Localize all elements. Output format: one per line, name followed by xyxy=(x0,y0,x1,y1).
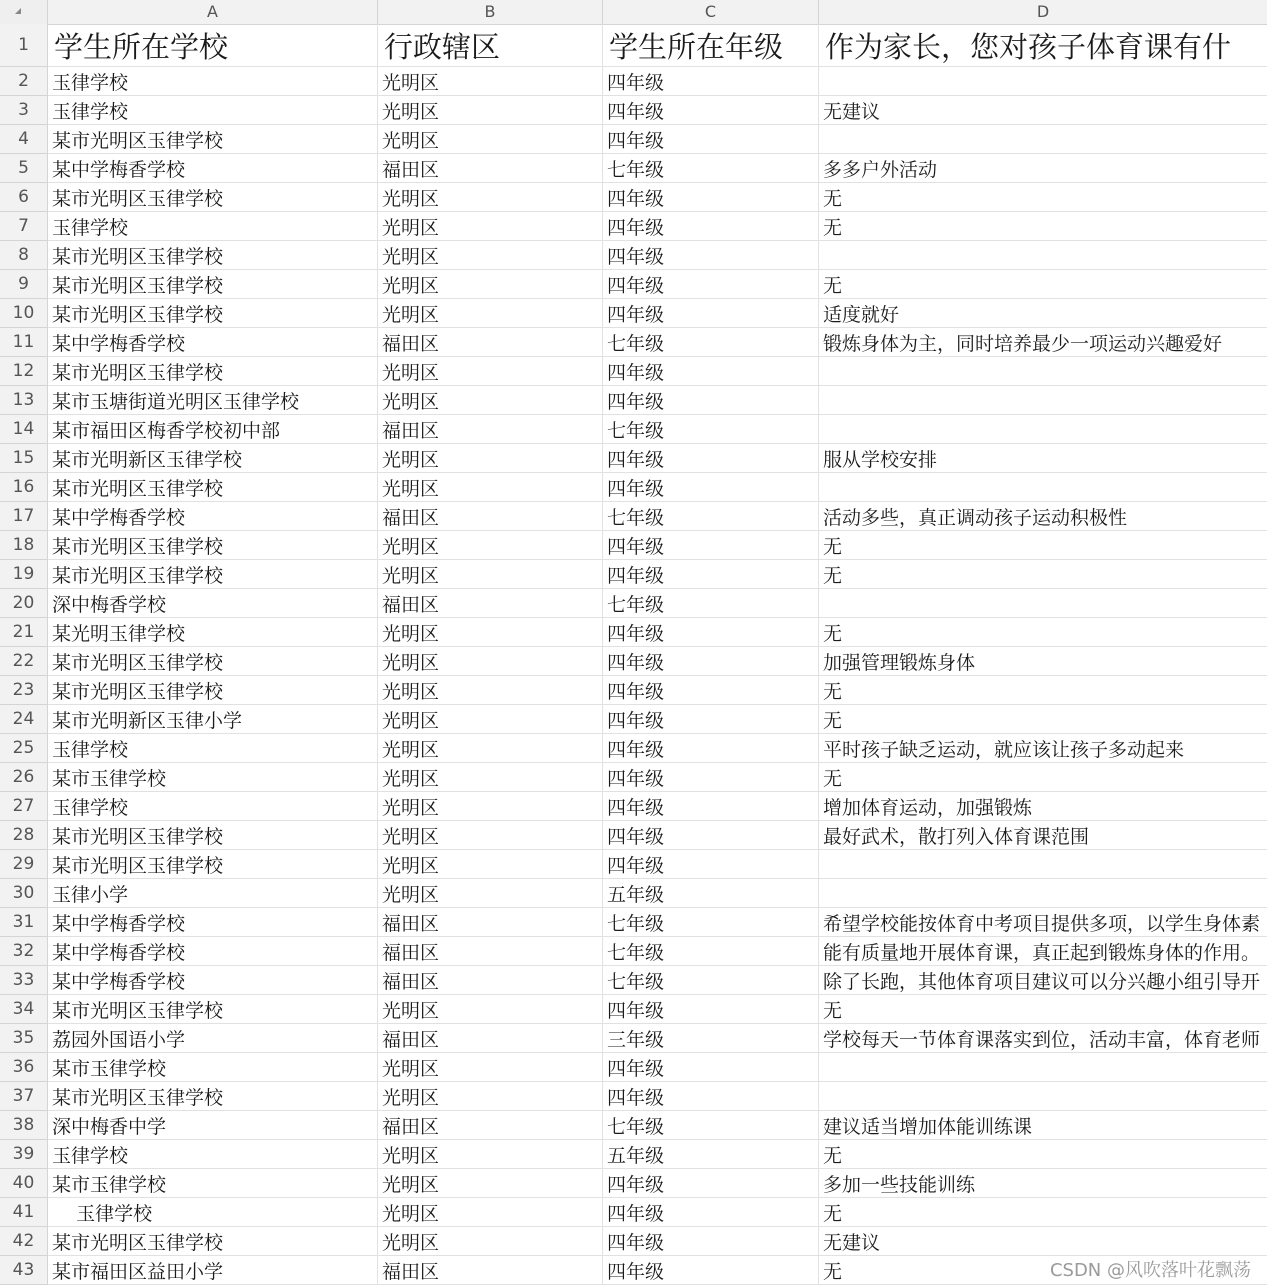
cell-school[interactable]: 某市玉律学校 xyxy=(48,763,378,791)
cell-school[interactable]: 某中学梅香学校 xyxy=(48,502,378,530)
cell-suggestion[interactable]: 无 xyxy=(823,622,843,645)
cell-suggestion[interactable]: 增加体育运动，加强锻炼 xyxy=(823,796,1033,819)
row-number[interactable]: 35 xyxy=(0,1024,48,1053)
row-number[interactable]: 22 xyxy=(0,647,48,676)
table-row xyxy=(0,212,1267,241)
cell-school[interactable]: 某市光明区玉律学校 xyxy=(48,995,378,1023)
table-row xyxy=(0,444,1267,473)
row-number[interactable]: 4 xyxy=(0,125,48,154)
cell-school[interactable]: 某市光明区玉律学校 xyxy=(48,647,378,675)
table-row xyxy=(0,183,1267,212)
table-row xyxy=(0,1198,1267,1227)
cell-school[interactable]: 玉律学校 xyxy=(48,792,378,820)
cell-district[interactable]: 光明区 xyxy=(378,705,603,733)
cell-school[interactable]: 荔园外国语小学 xyxy=(48,1024,378,1052)
cell-district[interactable]: 光明区 xyxy=(378,96,603,124)
cell-grade[interactable]: 四年级 xyxy=(603,531,819,559)
cell-suggestion[interactable]: 加强管理锻炼身体 xyxy=(823,651,976,674)
cell-grade[interactable]: 四年级 xyxy=(603,473,819,501)
table-row-header xyxy=(0,24,1267,67)
cell-school[interactable]: 某市光明新区玉律小学 xyxy=(48,705,378,733)
cell-suggestion[interactable]: 无 xyxy=(823,767,843,790)
row-number[interactable]: 43 xyxy=(0,1256,48,1285)
cell-school[interactable]: 某市玉塘街道光明区玉律学校 xyxy=(48,386,378,414)
cell-school[interactable]: 某市光明区玉律学校 xyxy=(48,125,378,153)
cell-school[interactable]: 某市玉律学校 xyxy=(48,1169,378,1197)
table-row xyxy=(0,357,1267,386)
cell-district[interactable]: 福田区 xyxy=(378,908,603,936)
cell-school[interactable]: 某市光明区玉律学校 xyxy=(48,531,378,559)
column-header-b[interactable]: B xyxy=(378,0,603,24)
cell-district[interactable]: 光明区 xyxy=(378,1198,603,1226)
cell-school[interactable]: 深中梅香学校 xyxy=(48,589,378,617)
cell-suggestion[interactable]: 锻炼身体为主，同时培养最少一项运动兴趣爱好 xyxy=(823,332,1223,355)
row-number[interactable]: 32 xyxy=(0,937,48,966)
cell-grade[interactable]: 七年级 xyxy=(603,908,819,936)
cell-district[interactable]: 光明区 xyxy=(378,850,603,878)
cell-grade[interactable]: 四年级 xyxy=(603,705,819,733)
table-row xyxy=(0,1227,1267,1256)
cell-grade[interactable]: 四年级 xyxy=(603,299,819,327)
cell-school[interactable]: 深中梅香中学 xyxy=(48,1111,378,1139)
table-row xyxy=(0,908,1267,937)
row-number[interactable]: 23 xyxy=(0,676,48,705)
cell-district[interactable]: 光明区 xyxy=(378,67,603,95)
cell-suggestion[interactable]: 无建议 xyxy=(823,100,881,123)
cell-grade[interactable]: 四年级 xyxy=(603,792,819,820)
cell-district[interactable]: 福田区 xyxy=(378,1256,603,1284)
cell-school[interactable]: 玉律学校 xyxy=(48,1140,378,1168)
cell-district[interactable]: 光明区 xyxy=(378,995,603,1023)
cell-district[interactable]: 光明区 xyxy=(378,357,603,385)
cell-suggestion[interactable]: 无 xyxy=(823,680,843,703)
cell-suggestion[interactable]: 适度就好 xyxy=(823,303,900,326)
cell-suggestion[interactable]: 希望学校能按体育中考项目提供多项，以学生身体素 xyxy=(823,912,1261,935)
row-number[interactable]: 24 xyxy=(0,705,48,734)
cell-grade[interactable]: 四年级 xyxy=(603,995,819,1023)
row-number[interactable]: 42 xyxy=(0,1227,48,1256)
cell-district[interactable]: 福田区 xyxy=(378,415,603,443)
cell-school[interactable]: 某市福田区益田小学 xyxy=(48,1256,378,1284)
table-row xyxy=(0,937,1267,966)
cell-grade[interactable]: 四年级 xyxy=(603,357,819,385)
cell-district[interactable]: 光明区 xyxy=(378,763,603,791)
cell-school[interactable]: 某中学梅香学校 xyxy=(48,154,378,182)
cell-grade[interactable]: 七年级 xyxy=(603,589,819,617)
cell-grade[interactable]: 四年级 xyxy=(603,560,819,588)
row-number[interactable]: 3 xyxy=(0,96,48,125)
cell-district[interactable]: 光明区 xyxy=(378,618,603,646)
row-number[interactable]: 36 xyxy=(0,1053,48,1082)
row-number[interactable]: 30 xyxy=(0,879,48,908)
cell-grade[interactable]: 四年级 xyxy=(603,618,819,646)
cell-district[interactable]: 福田区 xyxy=(378,966,603,994)
cell-school[interactable]: 玉律学校 xyxy=(48,67,378,95)
cell-suggestion[interactable]: 无 xyxy=(823,564,843,587)
table-row xyxy=(0,328,1267,357)
cell-school[interactable]: 玉律小学 xyxy=(48,879,378,907)
cell-school[interactable]: 玉律学校 xyxy=(48,96,378,124)
cell-district[interactable]: 光明区 xyxy=(378,1053,603,1081)
cell-suggestion[interactable] xyxy=(819,473,1267,501)
cell-school[interactable]: 某市光明区玉律学校 xyxy=(48,299,378,327)
cell-grade[interactable]: 四年级 xyxy=(603,96,819,124)
cell-grade[interactable]: 四年级 xyxy=(603,734,819,762)
table-row xyxy=(0,1053,1267,1082)
row-number[interactable]: 26 xyxy=(0,763,48,792)
select-all-triangle-icon xyxy=(15,8,21,14)
row-number[interactable]: 15 xyxy=(0,444,48,473)
cell-school[interactable]: 某市光明区玉律学校 xyxy=(48,850,378,878)
cell-suggestion[interactable] xyxy=(819,67,1267,95)
table-row xyxy=(0,792,1267,821)
column-header-bar xyxy=(0,0,1267,25)
cell-school[interactable]: 某市光明区玉律学校 xyxy=(48,357,378,385)
row-number[interactable]: 16 xyxy=(0,473,48,502)
table-row xyxy=(0,763,1267,792)
row-number[interactable]: 25 xyxy=(0,734,48,763)
table-row xyxy=(0,1169,1267,1198)
row-number[interactable]: 6 xyxy=(0,183,48,212)
table-row xyxy=(0,67,1267,96)
cell-district[interactable]: 光明区 xyxy=(378,879,603,907)
cell-suggestion[interactable]: 最好武术，散打列入体育课范围 xyxy=(823,825,1090,848)
cell-suggestion[interactable]: 除了长跑，其他体育项目建议可以分兴趣小组引导开 xyxy=(823,970,1261,993)
cell-grade[interactable]: 四年级 xyxy=(603,1256,819,1284)
table-row xyxy=(0,1111,1267,1140)
row-number[interactable]: 10 xyxy=(0,299,48,328)
cell-grade[interactable]: 四年级 xyxy=(603,1227,819,1255)
column-header-a[interactable]: A xyxy=(48,0,378,24)
row-number[interactable]: 2 xyxy=(0,67,48,96)
cell-district[interactable]: 光明区 xyxy=(378,386,603,414)
cell-suggestion[interactable]: 多多户外活动 xyxy=(823,158,938,181)
cell-grade[interactable]: 四年级 xyxy=(603,763,819,791)
table-row xyxy=(0,734,1267,763)
cell-grade[interactable]: 四年级 xyxy=(603,183,819,211)
cell-school[interactable]: 某中学梅香学校 xyxy=(48,328,378,356)
row-number[interactable]: 21 xyxy=(0,618,48,647)
cell-district[interactable]: 光明区 xyxy=(378,531,603,559)
cell-school[interactable]: 某市光明区玉律学校 xyxy=(48,241,378,269)
row-number[interactable]: 33 xyxy=(0,966,48,995)
cell-school[interactable]: 某中学梅香学校 xyxy=(48,966,378,994)
table-row xyxy=(0,589,1267,618)
table-row xyxy=(0,299,1267,328)
table-row xyxy=(0,531,1267,560)
cell-suggestion[interactable] xyxy=(819,879,1267,907)
row-number[interactable]: 14 xyxy=(0,415,48,444)
cell-suggestion[interactable]: 多加一些技能训练 xyxy=(823,1173,976,1196)
cell-district[interactable]: 光明区 xyxy=(378,792,603,820)
cell-grade[interactable]: 四年级 xyxy=(603,125,819,153)
row-number[interactable]: 29 xyxy=(0,850,48,879)
cell-grade[interactable]: 四年级 xyxy=(603,1169,819,1197)
cell-suggestion[interactable]: 无 xyxy=(823,535,843,558)
cell-grade[interactable]: 七年级 xyxy=(603,937,819,965)
cell-district[interactable]: 光明区 xyxy=(378,821,603,849)
cell-suggestion[interactable] xyxy=(819,415,1267,443)
cell-suggestion[interactable] xyxy=(819,850,1267,878)
cell-suggestion[interactable] xyxy=(819,241,1267,269)
cell-school[interactable]: 玉律学校 xyxy=(48,734,378,762)
table-row xyxy=(0,125,1267,154)
table-row xyxy=(0,473,1267,502)
cell-grade[interactable]: 七年级 xyxy=(603,154,819,182)
cell-suggestion[interactable]: 无 xyxy=(823,274,843,297)
table-row xyxy=(0,1024,1267,1053)
watermark: CSDN @风吹落叶花飘荡 xyxy=(1049,1260,1251,1281)
column-header-c[interactable]: C xyxy=(603,0,819,24)
cell-school[interactable]: 某市光明区玉律学校 xyxy=(48,676,378,704)
table-row xyxy=(0,415,1267,444)
table-row xyxy=(0,270,1267,299)
cell-grade[interactable]: 七年级 xyxy=(603,328,819,356)
cell-suggestion[interactable] xyxy=(819,386,1267,414)
cell-suggestion[interactable]: 能有质量地开展体育课，真正起到锻炼身体的作用。 xyxy=(823,941,1261,964)
table-row xyxy=(0,705,1267,734)
cell-district[interactable]: 福田区 xyxy=(378,1024,603,1052)
cell-school[interactable]: 某市光明新区玉律学校 xyxy=(48,444,378,472)
table-row xyxy=(0,676,1267,705)
row-number[interactable]: 34 xyxy=(0,995,48,1024)
cell-school[interactable]: 玉律学校 xyxy=(48,212,378,240)
cell-suggestion[interactable]: 无 xyxy=(823,216,843,239)
cell-grade[interactable]: 四年级 xyxy=(603,241,819,269)
cell-district[interactable]: 光明区 xyxy=(378,1082,603,1110)
cell-suggestion[interactable]: 服从学校安排 xyxy=(823,448,938,471)
row-number[interactable]: 7 xyxy=(0,212,48,241)
cell-district[interactable]: 福田区 xyxy=(378,328,603,356)
cell-grade[interactable]: 四年级 xyxy=(603,67,819,95)
cell-school[interactable]: 某市光明区玉律学校 xyxy=(48,1227,378,1255)
table-row xyxy=(0,850,1267,879)
row-number[interactable]: 31 xyxy=(0,908,48,937)
cell-district[interactable]: 光明区 xyxy=(378,560,603,588)
cell-grade[interactable]: 四年级 xyxy=(603,850,819,878)
cell-district[interactable]: 福田区 xyxy=(378,502,603,530)
cell-grade[interactable]: 五年级 xyxy=(603,1140,819,1168)
table-row xyxy=(0,618,1267,647)
cell-suggestion[interactable]: 无 xyxy=(823,709,843,732)
cell-district[interactable]: 福田区 xyxy=(378,589,603,617)
cell-district[interactable]: 福田区 xyxy=(378,154,603,182)
cell-school[interactable]: 某中学梅香学校 xyxy=(48,908,378,936)
row-number[interactable]: 17 xyxy=(0,502,48,531)
header-cell-suggestion[interactable]: 作为家长，您对孩子体育课有什 xyxy=(825,29,1232,64)
cell-school[interactable]: 某市光明区玉律学校 xyxy=(48,473,378,501)
cell-grade[interactable]: 七年级 xyxy=(603,966,819,994)
table-row xyxy=(0,1082,1267,1111)
cell-district[interactable]: 光明区 xyxy=(378,444,603,472)
cell-grade[interactable]: 五年级 xyxy=(603,879,819,907)
row-number[interactable]: 39 xyxy=(0,1140,48,1169)
row-number[interactable]: 8 xyxy=(0,241,48,270)
cell-district[interactable]: 光明区 xyxy=(378,270,603,298)
cell-grid xyxy=(0,24,1267,1285)
cell-grade[interactable]: 四年级 xyxy=(603,676,819,704)
row-number[interactable]: 38 xyxy=(0,1111,48,1140)
cell-suggestion[interactable]: 活动多些，真正调动孩子运动积极性 xyxy=(823,506,1128,529)
cell-suggestion[interactable]: 平时孩子缺乏运动，就应该让孩子多动起来 xyxy=(823,738,1185,761)
cell-district[interactable]: 福田区 xyxy=(378,937,603,965)
select-all-corner[interactable] xyxy=(0,0,48,24)
table-row xyxy=(0,995,1267,1024)
cell-school[interactable]: 某市玉律学校 xyxy=(48,1053,378,1081)
cell-grade[interactable]: 四年级 xyxy=(603,647,819,675)
table-row xyxy=(0,879,1267,908)
cell-school[interactable]: 某光明玉律学校 xyxy=(48,618,378,646)
row-number[interactable]: 41 xyxy=(0,1198,48,1227)
cell-district[interactable]: 光明区 xyxy=(378,676,603,704)
cell-grade[interactable]: 四年级 xyxy=(603,1053,819,1081)
table-row xyxy=(0,966,1267,995)
row-number[interactable]: 9 xyxy=(0,270,48,299)
cell-school[interactable]: 玉律学校 xyxy=(48,1198,378,1226)
cell-suggestion[interactable] xyxy=(819,589,1267,617)
row-number[interactable]: 12 xyxy=(0,357,48,386)
cell-grade[interactable]: 四年级 xyxy=(603,212,819,240)
table-row xyxy=(0,821,1267,850)
cell-district[interactable]: 光明区 xyxy=(378,734,603,762)
table-row xyxy=(0,1140,1267,1169)
row-number[interactable]: 19 xyxy=(0,560,48,589)
cell-suggestion[interactable]: 无 xyxy=(823,1144,843,1167)
table-row xyxy=(0,96,1267,125)
row-number[interactable]: 1 xyxy=(0,24,48,67)
cell-district[interactable]: 光明区 xyxy=(378,125,603,153)
cell-school[interactable]: 某市光明区玉律学校 xyxy=(48,183,378,211)
cell-district[interactable]: 光明区 xyxy=(378,1169,603,1197)
cell-grade[interactable]: 七年级 xyxy=(603,415,819,443)
cell-suggestion[interactable]: 无 xyxy=(823,187,843,210)
cell-district[interactable]: 光明区 xyxy=(378,212,603,240)
cell-school[interactable]: 某市光明区玉律学校 xyxy=(48,270,378,298)
cell-suggestion[interactable]: 无 xyxy=(823,999,843,1022)
cell-grade[interactable]: 七年级 xyxy=(603,1111,819,1139)
cell-grade[interactable]: 四年级 xyxy=(603,821,819,849)
cell-suggestion[interactable]: 无建议 xyxy=(823,1231,881,1254)
row-number[interactable]: 27 xyxy=(0,792,48,821)
cell-suggestion[interactable]: 学校每天一节体育课落实到位，活动丰富，体育老师 xyxy=(823,1028,1261,1051)
table-row xyxy=(0,241,1267,270)
cell-suggestion[interactable]: 无 xyxy=(823,1260,843,1283)
table-row xyxy=(0,386,1267,415)
cell-grade[interactable]: 四年级 xyxy=(603,270,819,298)
cell-grade[interactable]: 四年级 xyxy=(603,1082,819,1110)
cell-district[interactable]: 光明区 xyxy=(378,183,603,211)
column-header-d[interactable]: D xyxy=(1036,2,1050,21)
table-row xyxy=(0,154,1267,183)
row-number[interactable]: 37 xyxy=(0,1082,48,1111)
cell-grade[interactable]: 四年级 xyxy=(603,1198,819,1226)
cell-school[interactable]: 某市光明区玉律学校 xyxy=(48,1082,378,1110)
cell-grade[interactable]: 三年级 xyxy=(603,1024,819,1052)
cell-school[interactable]: 某中学梅香学校 xyxy=(48,937,378,965)
cell-school[interactable]: 某市光明区玉律学校 xyxy=(48,560,378,588)
cell-district[interactable]: 光明区 xyxy=(378,647,603,675)
cell-district[interactable]: 光明区 xyxy=(378,1227,603,1255)
table-row xyxy=(0,647,1267,676)
cell-suggestion[interactable] xyxy=(819,125,1267,153)
header-cell-grade[interactable]: 学生所在年级 xyxy=(603,24,819,66)
table-row xyxy=(0,560,1267,589)
row-number[interactable]: 28 xyxy=(0,821,48,850)
cell-grade[interactable]: 七年级 xyxy=(603,502,819,530)
cell-grade[interactable]: 四年级 xyxy=(603,444,819,472)
header-cell-district[interactable]: 行政辖区 xyxy=(378,24,603,66)
row-number[interactable]: 20 xyxy=(0,589,48,618)
table-row xyxy=(0,502,1267,531)
cell-suggestion[interactable]: 建议适当增加体能训练课 xyxy=(823,1115,1033,1138)
row-number[interactable]: 11 xyxy=(0,328,48,357)
header-cell-school[interactable]: 学生所在学校 xyxy=(48,24,378,66)
cell-district[interactable]: 光明区 xyxy=(378,473,603,501)
cell-district[interactable]: 福田区 xyxy=(378,1111,603,1139)
cell-grade[interactable]: 四年级 xyxy=(603,386,819,414)
cell-school[interactable]: 某市福田区梅香学校初中部 xyxy=(48,415,378,443)
row-number[interactable]: 13 xyxy=(0,386,48,415)
row-number[interactable]: 5 xyxy=(0,154,48,183)
cell-district[interactable]: 光明区 xyxy=(378,1140,603,1168)
row-number[interactable]: 40 xyxy=(0,1169,48,1198)
cell-district[interactable]: 光明区 xyxy=(378,241,603,269)
cell-suggestion[interactable] xyxy=(819,357,1267,385)
cell-district[interactable]: 光明区 xyxy=(378,299,603,327)
cell-school[interactable]: 某市光明区玉律学校 xyxy=(48,821,378,849)
cell-suggestion[interactable]: 无 xyxy=(823,1202,843,1225)
cell-suggestion[interactable] xyxy=(819,1053,1267,1081)
cell-suggestion[interactable] xyxy=(819,1082,1267,1110)
row-number[interactable]: 18 xyxy=(0,531,48,560)
